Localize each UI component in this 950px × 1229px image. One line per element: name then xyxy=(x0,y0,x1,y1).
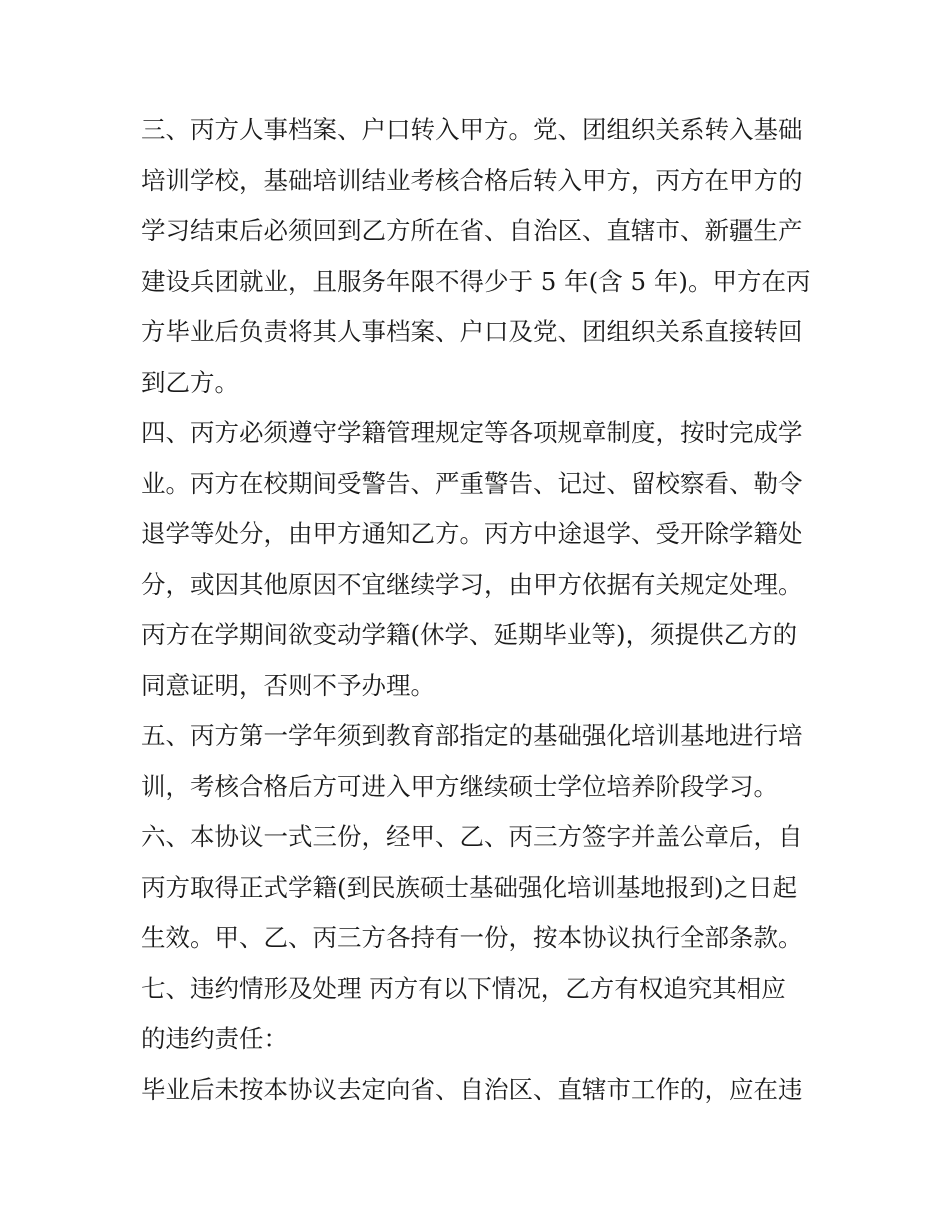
text-line: 建设兵团就业，且服务年限不得少于 5 年(含 5 年)。甲方在丙 xyxy=(141,267,811,296)
text-line: 训，考核合格后方可进入甲方继续硕士学位培养阶段学习。 xyxy=(141,772,778,801)
text-line: 到乙方。 xyxy=(141,368,239,397)
text-line: 四、丙方必须遵守学籍管理规定等各项规章制度，按时完成学 xyxy=(141,418,803,447)
text-line: 的违约责任： xyxy=(141,1024,288,1053)
text-line: 丙方在学期间欲变动学籍(休学、延期毕业等)，须提供乙方的 xyxy=(141,620,798,649)
text-line: 六、本协议一式三份，经甲、乙、丙三方签字并盖公章后，自 xyxy=(141,822,803,851)
text-line: 五、丙方第一学年须到教育部指定的基础强化培训基地进行培 xyxy=(141,721,803,750)
text-line: 退学等处分，由甲方通知乙方。丙方中途退学、受开除学籍处 xyxy=(141,519,803,548)
text-line: 业。丙方在校期间受警告、严重警告、记过、留校察看、勒令 xyxy=(141,469,803,498)
text-line: 三、丙方人事档案、户口转入甲方。党、团组织关系转入基础 xyxy=(141,115,803,144)
text-line: 丙方取得正式学籍(到民族硕士基础强化培训基地报到)之日起 xyxy=(141,873,798,902)
text-line: 培训学校，基础培训结业考核合格后转入甲方，丙方在甲方的 xyxy=(141,166,803,195)
text-line: 学习结束后必须回到乙方所在省、自治区、直辖市、新疆生产 xyxy=(141,216,803,245)
text-line: 方毕业后负责将其人事档案、户口及党、团组织关系直接转回 xyxy=(141,317,803,346)
text-line: 同意证明，否则不予办理。 xyxy=(141,671,435,700)
text-line: 毕业后未按本协议去定向省、自治区、直辖市工作的，应在违 xyxy=(141,1075,803,1104)
text-line: 生效。甲、乙、丙三方各持有一份，按本协议执行全部条款。 xyxy=(141,923,803,952)
text-line: 七、违约情形及处理 丙方有以下情况，乙方有权追究其相应 xyxy=(141,974,786,1003)
text-line: 分，或因其他原因不宜继续学习，由甲方依据有关规定处理。 xyxy=(141,570,803,599)
